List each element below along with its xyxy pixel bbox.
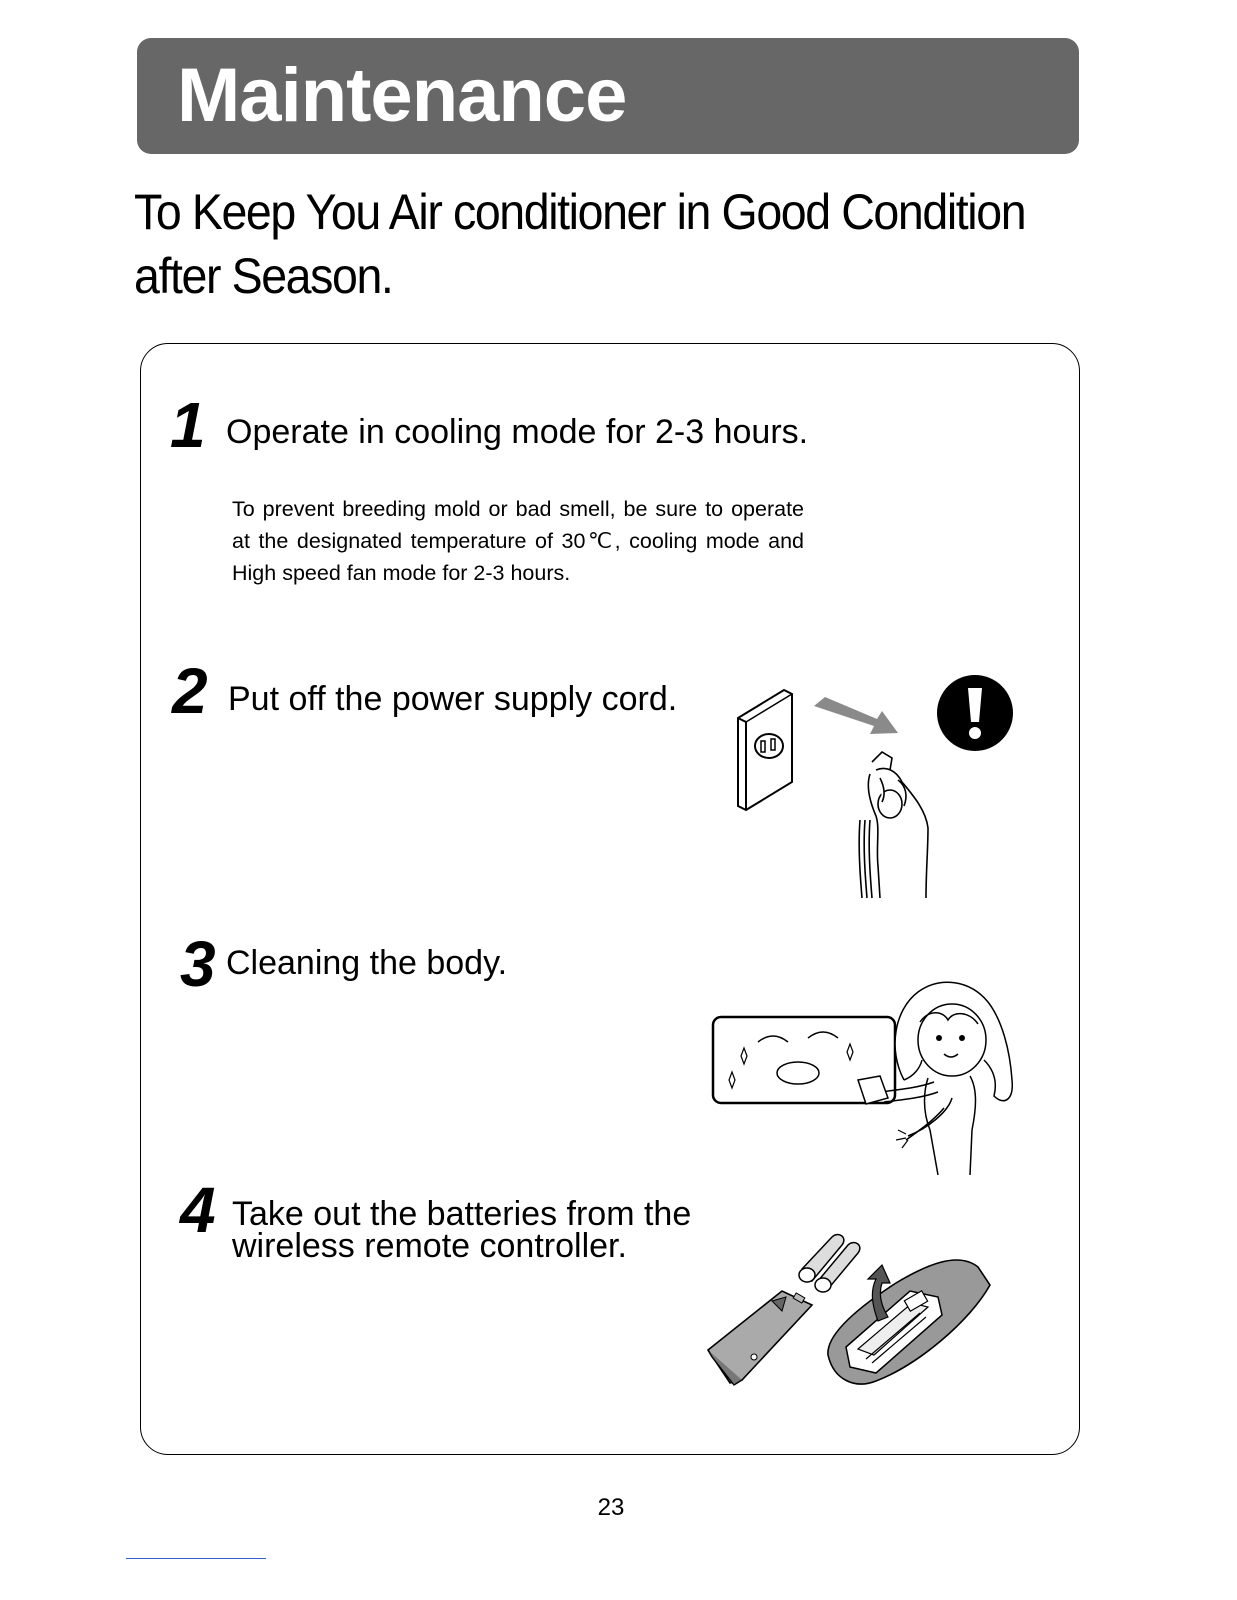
page-title: Maintenance xyxy=(177,53,627,138)
step-3-title: Cleaning the body. xyxy=(226,944,508,982)
battery-cover-icon xyxy=(708,1291,812,1385)
step-4-title-line-2: wireless remote controller. xyxy=(232,1227,627,1265)
wall-outlet-icon xyxy=(738,690,792,810)
step-1-title: Operate in cooling mode for 2-3 hours. xyxy=(226,413,809,451)
power-cord-illustration xyxy=(730,670,1030,905)
step-1-number: 1 xyxy=(170,389,206,461)
warning-exclamation-icon xyxy=(937,675,1013,751)
step-4-number: 4 xyxy=(180,1174,216,1246)
arrow-icon xyxy=(814,697,898,734)
subtitle-line-1: To Keep You Air conditioner in Good Condition xyxy=(134,184,1026,240)
footer-link-line xyxy=(126,1558,266,1559)
step-1-description: To prevent breeding mold or bad smell, be sure to operate at the designated temperature of 30℃, cooling mode and High speed fan mode for 2-3 hours. xyxy=(232,497,804,585)
step-2-number: 2 xyxy=(172,655,208,727)
subtitle xyxy=(134,180,1045,308)
step-4-title xyxy=(232,1195,692,1265)
remote-controller-icon xyxy=(828,1260,990,1384)
step-4-title-line-1: Take out the batteries from the xyxy=(232,1195,692,1233)
remote-battery-illustration xyxy=(700,1225,992,1390)
step-2-title: Put off the power supply cord. xyxy=(228,680,678,718)
header-bar xyxy=(137,38,1079,154)
girl-cleaning-unit-illustration xyxy=(708,980,1020,1175)
batteries-icon xyxy=(799,1235,860,1292)
subtitle-line-2: after Season. xyxy=(134,248,393,304)
step-3-number: 3 xyxy=(180,928,216,1000)
hand-plug-icon xyxy=(859,752,928,898)
page-number: 23 xyxy=(597,1494,625,1521)
